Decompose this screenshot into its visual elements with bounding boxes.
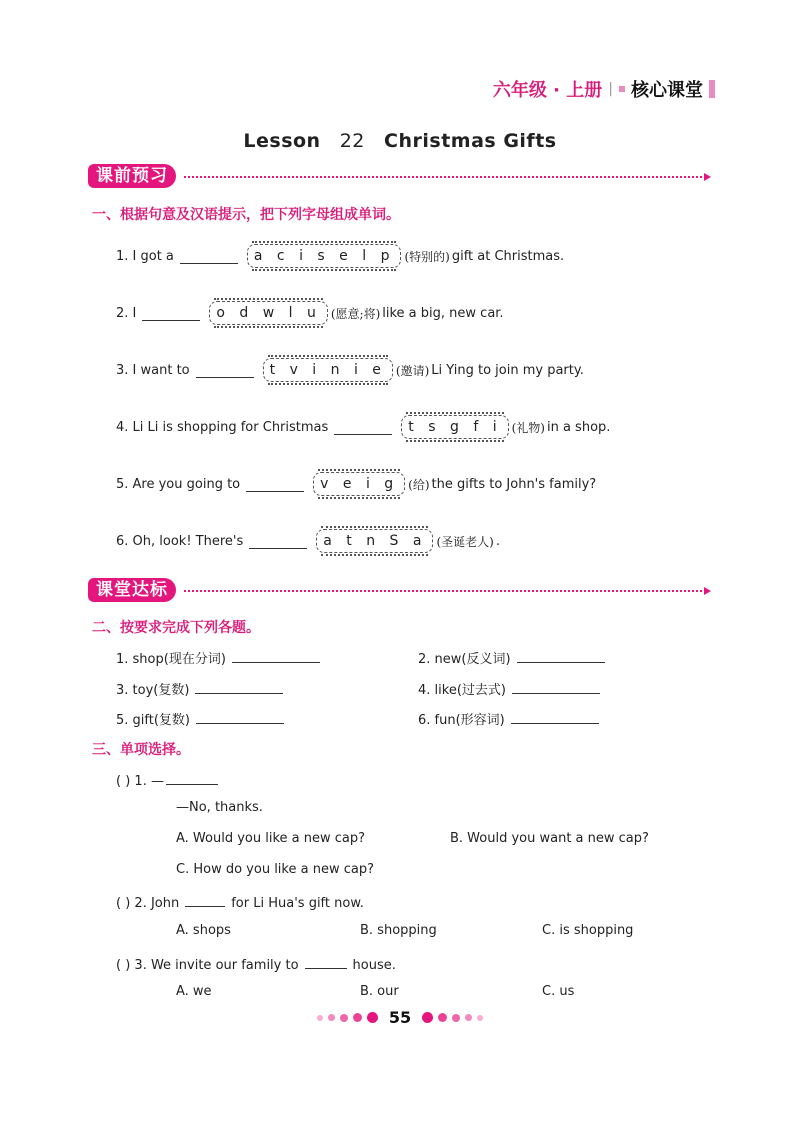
- letters-box: o d w l u: [209, 301, 327, 325]
- question-stem: 3. We invite our family to: [134, 958, 299, 973]
- exercise-text: 6. fun(形容词): [418, 713, 505, 728]
- answer-paren[interactable]: ( ): [116, 774, 131, 789]
- answer-blank[interactable]: [334, 420, 392, 435]
- exercise-item: [418, 648, 611, 667]
- preview-tab: 课前预习: [88, 164, 176, 188]
- part2-title: 二、按要求完成下列各题。: [92, 620, 260, 636]
- arrow-right-icon: [704, 587, 711, 595]
- chinese-hint: (圣诞老人): [436, 534, 494, 549]
- chinese-hint: (愿意;将): [330, 306, 381, 321]
- item-text: 6. Oh, look! There's: [116, 533, 244, 549]
- running-header: [493, 76, 715, 102]
- unscramble-item: [116, 472, 596, 496]
- standard-tab: 课堂达标: [88, 578, 176, 602]
- arrow-right-icon: [704, 173, 711, 181]
- exercise-text: 4. like(过去式): [418, 683, 506, 698]
- item-text: 3. I want to: [116, 362, 190, 378]
- answer-blank[interactable]: [249, 534, 307, 549]
- question-stem: 2. John: [134, 896, 180, 911]
- letters-box: v e i g: [313, 472, 405, 496]
- dialog-reply: —No, thanks.: [176, 800, 263, 815]
- answer-blank[interactable]: [185, 892, 225, 907]
- answer-paren[interactable]: ( ): [116, 896, 131, 911]
- decor-dot-icon: [317, 1015, 323, 1021]
- answer-blank[interactable]: [195, 679, 283, 694]
- answer-blank[interactable]: [246, 477, 304, 492]
- item-text: the gifts to John's family?: [431, 476, 597, 492]
- mc-question-3: [116, 954, 396, 973]
- answer-blank[interactable]: [196, 363, 254, 378]
- answer-blank[interactable]: [180, 249, 238, 264]
- exercise-text: 1. shop(现在分词): [116, 652, 226, 667]
- option-a[interactable]: A. Would you like a new cap?: [176, 831, 366, 846]
- chinese-hint: (邀请): [395, 363, 430, 378]
- answer-blank[interactable]: [305, 954, 347, 969]
- question-stem: house.: [352, 958, 396, 973]
- item-text: in a shop.: [546, 419, 611, 435]
- unscramble-item: [116, 415, 610, 439]
- chinese-hint: (礼物): [511, 420, 545, 435]
- exercise-item: [116, 709, 290, 728]
- exercise-text: 5. gift(复数): [116, 713, 190, 728]
- exercise-item: [116, 648, 326, 667]
- decor-dot-icon: [438, 1013, 447, 1022]
- decor-dot-icon: [353, 1013, 362, 1022]
- option-a[interactable]: A. shops: [176, 923, 231, 938]
- option-b[interactable]: B. shopping: [360, 923, 437, 938]
- decor-dot-icon: [452, 1014, 460, 1022]
- decor-dot-icon: [465, 1014, 472, 1021]
- mc-question-2: [116, 892, 364, 911]
- header-separator: |: [608, 81, 613, 97]
- question-stem: for Li Hua's gift now.: [231, 896, 364, 911]
- dotted-divider: [184, 590, 702, 592]
- section-label: 核心课堂: [631, 80, 703, 101]
- answer-blank[interactable]: [512, 679, 600, 694]
- letters-box: t v i n i e: [263, 358, 393, 382]
- decor-dot-icon: [422, 1012, 433, 1023]
- decor-dot-icon: [477, 1015, 483, 1021]
- answer-paren[interactable]: ( ): [116, 958, 131, 973]
- mc-question-1: [116, 770, 224, 789]
- exercise-item: [418, 709, 605, 728]
- item-text: 4. Li Li is shopping for Christmas: [116, 419, 329, 435]
- letters-box: a c i s e l p: [247, 244, 402, 268]
- exercise-item: [418, 679, 606, 698]
- answer-blank[interactable]: [511, 709, 599, 724]
- grade-label: 六年级 · 上册: [492, 80, 603, 101]
- unscramble-item: [116, 301, 504, 325]
- chinese-hint: (特别的): [404, 249, 450, 264]
- question-stem: 1. —: [134, 774, 164, 789]
- lesson-label: Lesson: [243, 130, 321, 152]
- answer-blank[interactable]: [517, 648, 605, 663]
- option-c[interactable]: C. us: [542, 984, 575, 999]
- square-bullet-icon: [619, 86, 625, 92]
- letters-box: t s g f i: [401, 415, 508, 439]
- option-b[interactable]: B. Would you want a new cap?: [450, 831, 649, 846]
- answer-blank[interactable]: [196, 709, 284, 724]
- decor-dot-icon: [367, 1012, 378, 1023]
- answer-blank[interactable]: [166, 770, 218, 785]
- item-text: gift at Christmas.: [451, 248, 565, 264]
- exercise-text: 3. toy(复数): [116, 683, 190, 698]
- dotted-divider: [184, 176, 702, 178]
- item-text: 5. Are you going to: [116, 476, 241, 492]
- lesson-number: 22: [339, 130, 365, 152]
- page-footer: [0, 1008, 800, 1027]
- unscramble-item: [116, 244, 564, 268]
- option-a[interactable]: A. we: [176, 984, 212, 999]
- option-c[interactable]: C. is shopping: [542, 923, 634, 938]
- exercise-text: 2. new(反义词): [418, 652, 511, 667]
- item-text: 1. I got a: [116, 248, 174, 264]
- decor-dot-icon: [340, 1014, 348, 1022]
- part3-title: 三、单项选择。: [92, 742, 190, 758]
- lesson-title: [0, 130, 800, 152]
- decor-dot-icon: [328, 1014, 335, 1021]
- unscramble-item: [116, 358, 584, 382]
- chinese-hint: (给): [408, 477, 430, 492]
- item-text: like a big, new car.: [382, 305, 504, 321]
- lesson-name: Christmas Gifts: [384, 130, 557, 152]
- letters-box: a t n S a: [316, 529, 433, 553]
- page-number: 55: [388, 1008, 412, 1027]
- item-text: Li Ying to join my party.: [431, 362, 584, 378]
- part1-title: 一、根据句意及汉语提示，把下列字母组成单词。: [92, 207, 400, 223]
- item-text: 2. I: [116, 305, 137, 321]
- answer-blank[interactable]: [142, 306, 200, 321]
- exercise-item: [116, 679, 289, 698]
- item-text: .: [495, 533, 500, 549]
- option-b[interactable]: B. our: [360, 984, 399, 999]
- answer-blank[interactable]: [232, 648, 320, 663]
- header-bar-icon: [709, 80, 715, 98]
- option-c[interactable]: C. How do you like a new cap?: [176, 862, 374, 877]
- unscramble-item: [116, 529, 500, 553]
